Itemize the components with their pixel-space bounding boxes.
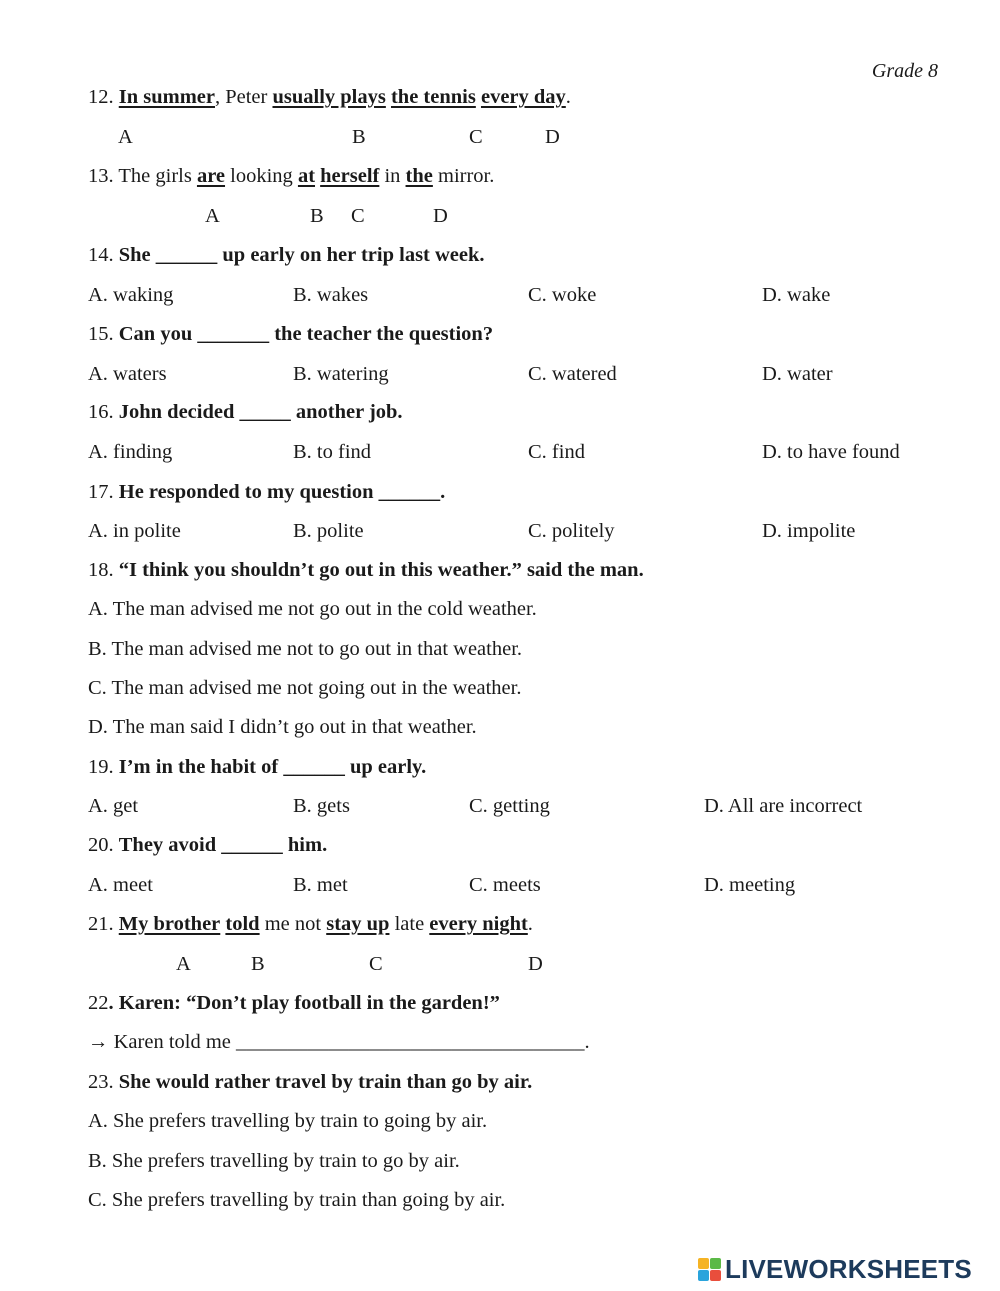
- underlined-part-b: usually plays: [272, 86, 386, 108]
- option-b: B. She prefers travelling by train to go by air.: [88, 1150, 460, 1172]
- question-23: [88, 1071, 532, 1094]
- option-d: D. to have found: [762, 441, 900, 463]
- underlined-part-d: every night: [429, 913, 528, 935]
- answer-line[interactable]: → Karen told me __________________________________.: [88, 1031, 590, 1053]
- question-17: [88, 481, 445, 504]
- question-number: 20.: [88, 834, 119, 856]
- question-stem: “I think you shouldn’t go out in this weather.” said the man.: [118, 559, 644, 581]
- option-c: C. The man advised me not going out in the weather.: [88, 677, 522, 699]
- question-12: [88, 86, 571, 109]
- question-20: [88, 834, 327, 857]
- option-c: C. woke: [528, 284, 597, 306]
- option-a: A. waters: [88, 363, 167, 385]
- label-c: C: [469, 126, 483, 148]
- question-15: [88, 323, 493, 346]
- underlined-part-d: the: [405, 165, 433, 187]
- question-number: 17.: [88, 481, 119, 503]
- sentence-text: .: [565, 86, 571, 108]
- question-stem: Can you _______ the teacher the question?: [118, 323, 494, 345]
- option-d: D. The man said I didn’t go out in that weather.: [88, 716, 477, 738]
- sentence-text: mirror.: [432, 165, 495, 187]
- option-c: C. watered: [528, 363, 617, 385]
- underlined-part-c: the tennis: [390, 86, 476, 108]
- sentence-text: .: [527, 913, 533, 935]
- label-b: B: [251, 953, 265, 975]
- sentence-text: late: [389, 913, 430, 935]
- label-c: C: [369, 953, 383, 975]
- question-stem: I’m in the habit of ______ up early.: [118, 756, 427, 778]
- option-a: A. in polite: [88, 520, 181, 542]
- option-d: D. wake: [762, 284, 831, 306]
- question-22: [88, 992, 500, 1015]
- logo-square: [710, 1258, 721, 1269]
- question-stem: They avoid ______ him.: [118, 834, 328, 856]
- question-14: [88, 244, 485, 267]
- underlined-part-a: In summer: [118, 86, 215, 108]
- option-b: B. polite: [293, 520, 364, 542]
- option-c: C. She prefers travelling by train than going by air.: [88, 1189, 506, 1211]
- label-b: B: [352, 126, 366, 148]
- label-c: C: [351, 205, 365, 227]
- question-21: [88, 913, 533, 936]
- sentence-text: , Peter: [214, 86, 273, 108]
- option-b: B. gets: [293, 795, 350, 817]
- question-number: 23.: [88, 1071, 119, 1093]
- label-a: A: [118, 126, 133, 148]
- option-c: C. politely: [528, 520, 615, 542]
- question-stem: She would rather travel by train than go by air.: [118, 1071, 533, 1093]
- question-number: 14.: [88, 244, 119, 266]
- question-number: 15.: [88, 323, 119, 345]
- question-number: 21.: [88, 913, 119, 935]
- question-stem: . Karen: “Don’t play football in the garden!”: [108, 992, 500, 1014]
- sentence-text: looking: [225, 165, 298, 187]
- question-number: 22: [88, 992, 109, 1014]
- question-stem: John decided _____ another job.: [118, 401, 403, 423]
- option-d: D. impolite: [762, 520, 856, 542]
- option-d: D. water: [762, 363, 833, 385]
- option-a: A. meet: [88, 874, 153, 896]
- underlined-part-c: stay up: [326, 913, 390, 935]
- question-number: 16.: [88, 401, 119, 423]
- option-b: B. The man advised me not to go out in that weather.: [88, 638, 523, 660]
- underlined-part-a: are: [196, 165, 226, 187]
- underlined-part-b: at: [297, 165, 316, 187]
- option-c: C. getting: [469, 795, 550, 817]
- underlined-part-b: told: [225, 913, 260, 935]
- underlined-part-d: every day: [480, 86, 566, 108]
- question-18: [88, 559, 644, 582]
- sentence-text: me not: [259, 913, 327, 935]
- logo-square: [698, 1270, 709, 1281]
- question-16: [88, 401, 403, 424]
- option-a: A. waking: [88, 284, 174, 306]
- option-a: A. She prefers travelling by train to going by air.: [88, 1110, 488, 1132]
- option-a: A. finding: [88, 441, 173, 463]
- option-b: B. met: [293, 874, 348, 896]
- question-number: 18.: [88, 559, 119, 581]
- question-13: [88, 165, 494, 188]
- question-number: 12.: [88, 86, 119, 108]
- question-19: [88, 756, 426, 779]
- option-a: A. The man advised me not go out in the cold weather.: [88, 598, 537, 620]
- sentence-text: in: [379, 165, 406, 187]
- option-b: B. to find: [293, 441, 372, 463]
- option-b: B. watering: [293, 363, 389, 385]
- label-d: D: [545, 126, 560, 148]
- logo-square: [698, 1258, 709, 1269]
- label-a: A: [205, 205, 220, 227]
- option-c: C. meets: [469, 874, 541, 896]
- option-c: C. find: [528, 441, 585, 463]
- question-number: 19.: [88, 756, 119, 778]
- option-a: A. get: [88, 795, 139, 817]
- underlined-part-a: My brother: [118, 913, 221, 935]
- option-b: B. wakes: [293, 284, 369, 306]
- label-d: D: [433, 205, 448, 227]
- grade-label: Grade 8: [871, 60, 938, 82]
- label-b: B: [310, 205, 324, 227]
- brand-name: LIVEWORKSHEETS: [725, 1253, 972, 1284]
- logo-square: [710, 1270, 721, 1281]
- option-d: D. All are incorrect: [704, 795, 863, 817]
- question-stem: She ______ up early on her trip last week.: [118, 244, 485, 266]
- label-d: D: [528, 953, 543, 975]
- option-d: D. meeting: [704, 874, 796, 896]
- sentence-text: 13. The girls: [88, 165, 197, 187]
- underlined-part-c: herself: [320, 165, 380, 187]
- label-a: A: [176, 953, 191, 975]
- question-stem: He responded to my question ______.: [118, 481, 446, 503]
- logo-grid-icon: [698, 1258, 721, 1281]
- liveworksheets-logo: [698, 1254, 972, 1284]
